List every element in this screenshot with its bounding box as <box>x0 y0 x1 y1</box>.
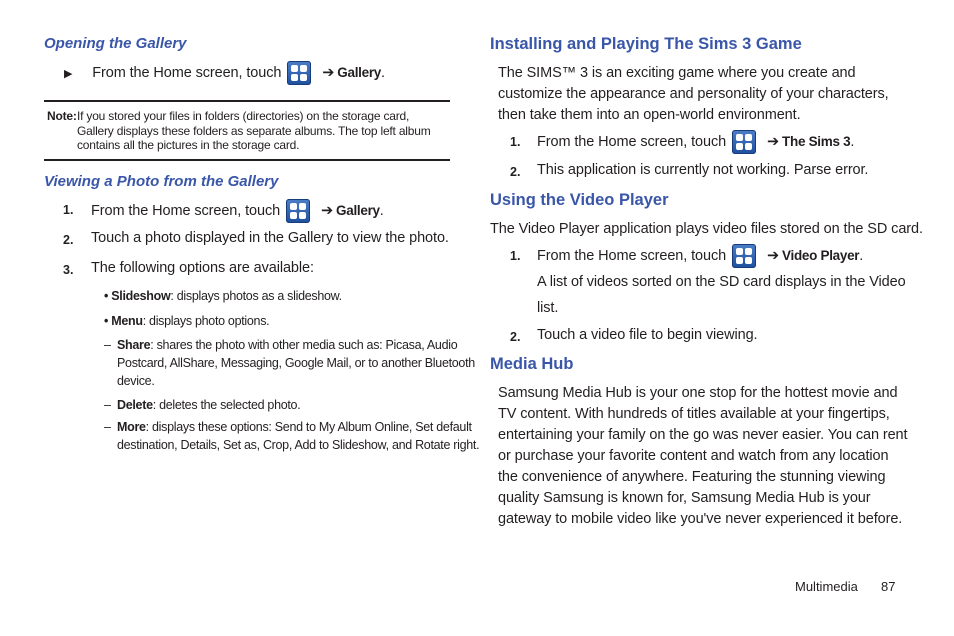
suboption-term: Delete <box>117 398 153 412</box>
viewing-step-1 <box>91 199 384 223</box>
paragraph-line: TV content. With hundreds of titles available at your fingertips, <box>498 406 890 422</box>
step-end: . <box>379 202 384 219</box>
heading-viewing-photo: Viewing a Photo from the Gallery <box>44 173 279 190</box>
suboption-line: device. <box>117 374 155 388</box>
suboption-more <box>117 418 479 454</box>
step-target: Gallery <box>336 202 380 218</box>
arrow-icon: ➔ <box>766 133 780 150</box>
option-term: Menu <box>111 314 143 328</box>
note-bottom-rule <box>44 159 450 161</box>
video-intro: The Video Player application plays video files stored on the SD card. <box>490 221 923 237</box>
step-number: 1. <box>63 203 74 217</box>
suboption-dash: – <box>104 398 111 412</box>
step-end: . <box>380 64 385 81</box>
bullet: • <box>104 289 109 303</box>
paragraph-line: entertaining your family on the go was never easier. You can rent <box>498 427 908 443</box>
note-text <box>77 109 431 153</box>
step-number: 2. <box>510 165 521 179</box>
heading-media-hub: Media Hub <box>490 355 574 373</box>
media-hub-body <box>498 383 907 530</box>
paragraph-line: then take them into an open-world environment. <box>498 107 801 123</box>
heading-sims-3: Installing and Playing The Sims 3 Game <box>490 35 802 53</box>
paragraph-line: The SIMS™ 3 is an exciting game where you create and <box>498 65 856 81</box>
paragraph-line: A list of videos sorted on the SD card displays in the Video <box>537 274 906 290</box>
paragraph-line: gateway to mobile video like you've never experienced it before. <box>498 511 903 527</box>
suboption-term: Share <box>117 338 151 352</box>
step-number: 1. <box>510 249 521 263</box>
sims-step-1 <box>537 130 854 154</box>
sims-intro <box>498 63 889 126</box>
step-text: From the Home screen, touch <box>537 133 727 150</box>
suboption-line: destination, Details, Set as, Crop, Add to Slideshow, and Rotate right. <box>117 438 480 452</box>
apps-icon <box>286 199 310 223</box>
note-line: Gallery displays these folders as separate albums. The top left album <box>77 123 431 138</box>
heading-opening-gallery: Opening the Gallery <box>44 35 187 52</box>
step-number: 3. <box>63 263 74 277</box>
viewing-step-3: The following options are available: <box>91 260 314 276</box>
viewing-step-2: Touch a photo displayed in the Gallery to view the photo. <box>91 230 449 246</box>
suboption-line: : displays these options: Send to My Album Online, Set default <box>145 420 472 434</box>
suboption-line: Postcard, AllShare, Messaging, Google Mail, or to another Bluetooth <box>117 356 475 370</box>
opening-step <box>64 61 385 85</box>
step-text: From the Home screen, touch <box>92 64 282 81</box>
step-end: . <box>859 247 864 264</box>
paragraph-line: Samsung Media Hub is your one stop for the hottest movie and <box>498 385 898 401</box>
step-text: From the Home screen, touch <box>537 247 727 264</box>
step-number: 1. <box>510 135 521 149</box>
apps-icon <box>732 130 756 154</box>
paragraph-line: customize the appearance and personality of your characters, <box>498 86 889 102</box>
suboption-term: More <box>117 420 146 434</box>
video-step-2: Touch a video file to begin viewing. <box>537 327 758 343</box>
heading-video-player: Using the Video Player <box>490 191 669 209</box>
option-slideshow <box>104 287 342 305</box>
note-line: If you stored your files in folders (directories) on the storage card, <box>77 109 410 123</box>
option-menu <box>104 312 269 330</box>
arrow-icon: ➔ <box>766 247 780 264</box>
triangle-bullet-icon: ▶ <box>64 67 73 80</box>
paragraph-line: quality Samsung is known for, Samsung Media Hub is your <box>498 490 871 506</box>
suboption-delete <box>117 396 300 414</box>
page-number: 87 <box>881 579 896 594</box>
note-line: contains all the pictures in the storage card. <box>77 138 300 152</box>
step-text: From the Home screen, touch <box>91 202 281 219</box>
arrow-icon: ➔ <box>320 202 334 219</box>
bullet: • <box>104 314 109 328</box>
suboption-share <box>117 336 475 390</box>
suboption-line: : deletes the selected photo. <box>152 398 301 412</box>
note-top-rule <box>44 100 450 102</box>
step-target: Gallery <box>337 64 381 80</box>
suboption-dash: – <box>104 338 111 352</box>
video-step-1 <box>537 244 863 268</box>
step-target: Video Player <box>782 247 860 263</box>
paragraph-line: list. <box>537 300 559 316</box>
note-label: Note: <box>47 109 77 123</box>
video-step-1-detail <box>537 269 906 321</box>
arrow-icon: ➔ <box>322 64 335 81</box>
apps-icon <box>732 244 756 268</box>
sims-step-2: This application is currently not working. Parse error. <box>537 162 869 178</box>
suboption-line: : shares the photo with other media such as: Picasa, Audio <box>150 338 458 352</box>
paragraph-line: or purchase your favorite content and watch from any location <box>498 448 889 464</box>
apps-icon <box>287 61 311 85</box>
step-number: 2. <box>510 330 521 344</box>
option-term: Slideshow <box>111 289 171 303</box>
option-desc: : displays photo options. <box>142 314 270 328</box>
step-number: 2. <box>63 233 74 247</box>
step-target: The Sims 3 <box>782 133 851 149</box>
option-desc: : displays photos as a slideshow. <box>170 289 342 303</box>
step-end: . <box>850 133 855 150</box>
suboption-dash: – <box>104 420 111 434</box>
paragraph-line: the convenience of anywhere. Featuring the stunning viewing <box>498 469 886 485</box>
footer-section: Multimedia <box>795 579 858 594</box>
